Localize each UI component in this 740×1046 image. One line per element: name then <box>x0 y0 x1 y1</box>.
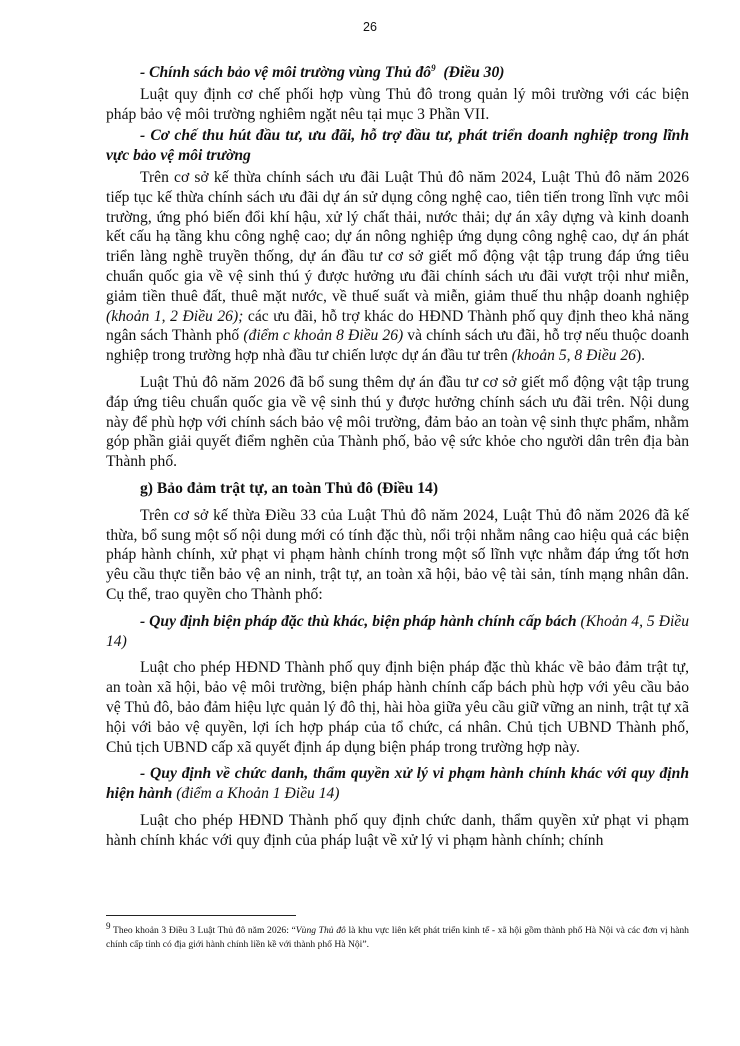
page-number: 26 <box>363 20 377 34</box>
footnote-text: Theo khoản 3 Điều 3 Luật Thủ đô năm 2026: “ <box>110 925 296 936</box>
heading-security-order: g) Bảo đảm trật tự, an toàn Thủ đô (Điều 14) <box>140 479 439 497</box>
heading-sanction-authority <box>106 764 689 804</box>
paragraph-security-inheritance: Trên cơ sở kế thừa Điều 33 của Luật Thủ đô năm 2024, Luật Thủ đô năm 2026 đã kế thừa, bổ sung một số nội dung mới có tính đặc thù, nổi trội nhằm nâng cao hiệu quả các biện pháp hành chính, xử phạt vi phạm hành chính trong một số lĩnh vực nhằm đáp ứng tốt hơn yêu cầu thực tiễn bảo vệ an ninh, trật tự, an toàn xã hội, bảo vệ tài sản, tính mạng nhân dân. Cụ thể, trao quyền cho Thành phố: <box>106 506 689 603</box>
text-run: ). <box>635 347 646 365</box>
paragraph-slaughterhouse: Luật Thủ đô năm 2026 đã bổ sung thêm dự án đầu tư cơ sở giết mổ động vật tập trung đáp ứng tiêu chuẩn quốc gia về vệ sinh thú y được hưởng chính sách ưu đãi trên. Nội dung này để phù hợp với chính sách bảo vệ môi trường, đảm bảo an toàn vệ sinh thực phẩm, nhằm góp phần giải quyết điểm nghẽn của Thành phố, bảo vệ sức khỏe cho người dân trên địa bàn Thành phố. <box>106 373 689 471</box>
citation: (khoản 5, 8 Điều 26 <box>511 347 636 365</box>
text-run: Trên cơ sở kế thừa chính sách ưu đãi Luật Thủ đô năm 2024, Luật Thủ đô năm 2026 tiếp tục kế thừa chính sách ưu đãi dự án sử dụng công nghệ cao, tiên tiến trong lĩnh vực môi trường, ứng phó biến đổi khí hậu, xử lý chất thải, nước thải; dự án xây dựng và kinh doanh kết cấu hạ tầng khu công nghệ cao; dự án nông nghiệp ứng dụng công nghệ cao, dự án phát triển làng nghề truyền thống, dự án đầu tư cơ sở giết mổ động vật tập trung đáp ứng tiêu chuẩn quốc gia về vệ sinh thú ý được hưởng ưu đãi chính sách ưu đãi vượt trội như miễn, giảm tiền thuê đất, thuê mặt nước, về thuế suất và miễn, giảm thuế thu nhập doanh nghiệp <box>106 168 689 305</box>
footnote-number: 9 <box>106 920 111 931</box>
heading-text: - Chính sách bảo vệ môi trường vùng Thủ đô <box>140 64 432 81</box>
paragraph-incentives <box>106 168 689 366</box>
heading-ref: (Khoản 4, 5 Điều 14) <box>106 612 690 650</box>
citation: (khoản 1, 2 Điều 26); <box>106 307 244 325</box>
citation: (điểm c khoản 8 Điều 26) <box>243 327 404 345</box>
document-body <box>106 63 689 850</box>
footnote-term: Vùng Thủ đô <box>295 925 346 936</box>
footnote-marker: 9 <box>431 62 436 73</box>
heading-text: - Quy định biện pháp đặc thù khác, biện pháp hành chính cấp bách <box>140 612 577 630</box>
heading-ref: (Điều 30) <box>443 64 505 81</box>
paragraph-sanction-authority: Luật cho phép HĐND Thành phố quy định chức danh, thẩm quyền xử phạt vi phạm hành chính khác với quy định của pháp luật về xử lý vi phạm hành chính; chính <box>106 811 689 849</box>
heading-investment-mechanism: - Cơ chế thu hút đầu tư, ưu đãi, hỗ trợ đầu tư, phát triển doanh nghiệp trong lĩnh vực bảo vệ môi trường <box>106 127 689 165</box>
text-run: các ưu đãi, hỗ trợ khác do HĐND Thành phố quy định theo khả năng ngân sách Thành phố <box>106 307 689 345</box>
paragraph-coordination: Luật quy định cơ chế phối hợp vùng Thủ đô trong quản lý môi trường với các biện pháp bảo vệ môi trường nghiêm ngặt nêu tại mục 3 Phần VII. <box>106 85 689 123</box>
footnote <box>106 920 689 952</box>
heading-ref: (điểm a Khoản 1 Điều 14) <box>172 785 340 803</box>
paragraph-special-measures: Luật cho phép HĐND Thành phố quy định biện pháp đặc thù khác về bảo đảm trật tự, an toàn xã hội, bảo vệ môi trường, biện pháp hành chính cấp bách phù hợp với yêu cầu bảo vệ Thủ đô, bảo đảm hiệu lực quản lý đô thị, hài hòa giữa yêu cầu giữ vững an ninh, trật tự xã hội với bảo vệ quyền, lợi ích hợp pháp của tổ chức, cá nhân. Chủ tịch UBND Thành phố, Chủ tịch UBND cấp xã quyết định áp dụng biện pháp trong trường hợp này. <box>106 659 689 756</box>
footnote-text: là khu vực liên kết phát triển kinh tế - xã hội gồm thành phố Hà Nội và các đơn vị hành chính cấp tỉnh có địa giới hành chính liền kề với thành phố Hà Nội”. <box>106 925 689 950</box>
heading-text: - Quy định về chức danh, thẩm quyền xử lý vi phạm hành chính khác với quy định hiện hành <box>106 765 689 803</box>
footnote-divider <box>106 915 296 916</box>
heading-environment-policy <box>106 63 689 83</box>
heading-special-measures <box>106 612 689 652</box>
text-run: và chính sách ưu đãi, hỗ trợ nếu thuộc doanh nghiệp trong trường hợp nhà đầu tư chiến lược dự án đầu tư trên <box>106 327 689 365</box>
